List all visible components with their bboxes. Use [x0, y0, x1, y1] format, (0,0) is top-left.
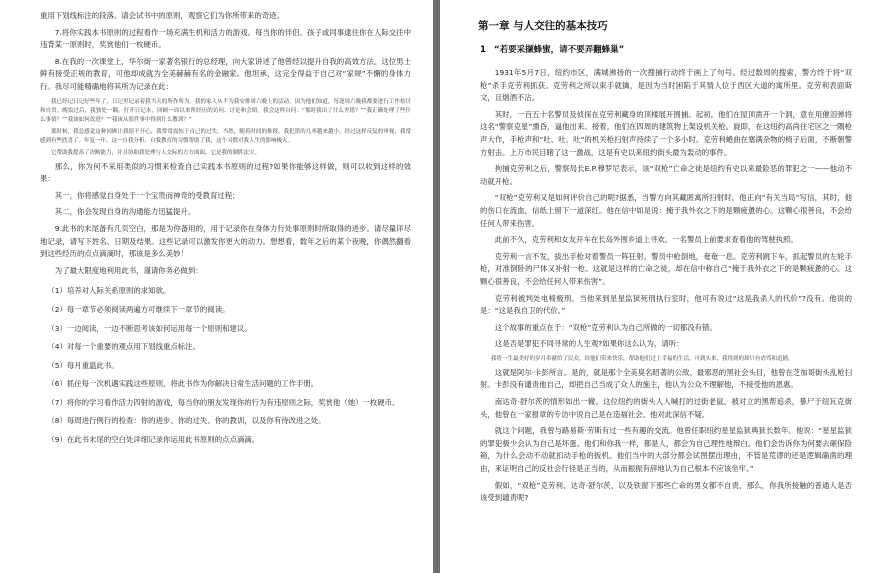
paragraph: 就这个问题，我曾与路易斯·劳斯有过一些有趣的交流。他曾任职纽约星星监狱典狱长数年。他说：“星星监狱的罪犯极少会认为自己是坏蛋。他们和你我一样，都是人，都会为自己理性地辩白。他们会告诉你为何要去砸保险箱，为什么会动不动就扣动手枪的扳机。他们当中的大部分都会试图摆出理由，不管是荒谬的还是逻辑确凿的理由，来证明自己的反社会行径是正当的，从而振振有辞地认为自己根本不应该坐牢。”: [480, 426, 852, 474]
paragraph: 这就是阿尔·卡彭所言。是的，就是那个全美臭名昭著的公敌、最邪恶的黑社会头目，他曾在芝加哥街头乱枪扫射。卡彭没有谴责他自己，却把自己当成了众人的施主，他认为公众不理解他，不接受他的恩惠。: [480, 367, 852, 390]
paragraph: 7.将你实践本书原则的过程看作一场充满生机和活力的游戏。每当你的伴侣、孩子或同事逮住你在人际交往中违背某一原则时，奖赏他们一枚硬币。: [40, 27, 411, 50]
left-document-page: [0, 0, 433, 573]
paragraph: 其一，你将感觉自身处于一个宝贵而神奇的受教育过程；: [54, 190, 240, 200]
section-number: 1: [480, 45, 486, 55]
list-item: （7）将你的学习看作活力四射的游戏，每当你的朋友发现你的行为有违原则之际，奖赏他（她）一枚硬币。: [47, 397, 400, 407]
list-item: （3）一边阅读，一边不断思考该如何运用每一个原则和建议。: [47, 323, 252, 333]
paragraph: 其时，一百五十名警员及侦探在克劳利藏身的顶楼展开围捕。起初，他们在屋顶凿开一个洞，意在用催泪弹将这名“警察克星”熏昏，逼他出来。接着，他们在四周的建筑物上架设机关枪。旋即，在这纽约高尚住宅区之一隅枪声大作，手枪声和“吐、吐、吐”的机关枪扫射声持续了一个多小时。克劳利蜷曲在塞满杂物的椅子后面，不断朝警方射击。上万市民目睹了这一激战，这是有史以来纽约街头最为轰动的事件。: [480, 109, 852, 157]
paragraph: 假如，“双枪”克劳利、达奇·舒尔茨，以及铁窗下那些亡命的男女都不自责，那么，你我所接触的普通人是否该受到谴责呢?: [480, 480, 852, 503]
paragraph: 1931年5月7日，纽约市区，满城沸扬的一次搜捕行动终于画上了句号。经过数周的搜索，警方终于将“双枪”杀手克劳利抓获。克劳利之所以束手就擒，是因为当时困陷于其情人位于西区大道的寓所里。克劳利表面斯文，且烟酒不沾。: [480, 68, 852, 103]
list-item: （5）每月重温此书。: [47, 360, 119, 370]
quoted-paragraph: 那时候，我总感觉这种回顾让我很不开心，我常常震惊于自己的过失。当然，随着时间的推移，我犯错的几率越来越小，经过这样反复的审视，我常感到有些欣喜了。年复一年，这一自我分析、自我教育的习惯帮助了我，这个习惯对我人生的影响极大。: [40, 128, 411, 144]
list-item: （4）对每一个重要的观点用下划线重点标注。: [47, 342, 200, 352]
paragraph: 那么，你为何不采用类似的习惯来检查自己实践本书原则的过程?如果你能够这样做，则可以收到这样的效果：: [40, 161, 411, 184]
quoted-paragraph: 我已经记日记好些年了，日记里记录着我当天的所作所为。我的家人从不为我安排周六晚上的活动，因为他们知道，每逢周六晚我都要进行工作检讨和自省。晚饭过后，我独处一隅，打开日记本，回顾一周以来所经历的访问、讨论和会晤。我会这样自问：“那时我出了什么差错？”“我正确处理了些什么事情？”“我该如何改进？”“我该从那件事中得到什么教训？”: [40, 98, 411, 123]
paragraph: 克劳利被判处电椅极刑。当他来到星星监狱死刑执行室时，他可有说过“这是我杀人的代价”?没有。他说的是：“这是我自卫的代价。”: [480, 293, 852, 316]
paragraph: 这是否是罪犯不同寻常的人生观?如果你这么认为，请听：: [494, 339, 684, 349]
paragraph: 克劳利一言不发，拔出手枪对着警员一阵狂射。警员中枪倒地，奄奄一息。克劳利跳下车，抓起警员的左轮手枪，对准倒卧的尸体又补射一枪。这就是这样的亡命之徒，却在信中称自己“掩于我外衣之下的是颗疲惫的心。这颗心很善良，不会给任何人带来伤害”。: [480, 251, 852, 286]
paragraph: 这个故事的重点在于：“双枪”克劳利认为自己所做的一切都没有错。: [494, 322, 717, 332]
list-item: （2）每一章节必须阅读两遍方可继续下一章节的阅读。: [47, 304, 230, 314]
list-item: （8）每周进行例行的检查：你的进步、你的过失、你的教训，以及你有待改进之处。: [47, 416, 326, 426]
paragraph: 拘捕克劳利之后，警察局长E.P.穆罗尼表示，该“双枪”亡命之徒是纽约有史以来最险恶的罪犯之一——他动不动就开枪。: [480, 164, 852, 186]
chapter-title: 第一章 与人交往的基本技巧: [478, 20, 608, 32]
paragraph: “双枪”克劳利又是如何评价自己的呢?据悉，当警方向其藏匿寓所扫射时，他正向“有关当局”写信，其时，他的伤口在流血，信纸上留下一道深红。他在信中如是说：掩于我外衣之下的是颗疲惫的心。这颗心很善良，不会给任何人带来伤害。: [480, 193, 852, 228]
paragraph: 8.在我的一次课堂上，华尔街一家著名银行的总经理，向大家讲述了他曾经以提升自我的高效方法。这位男士鲜有接受正规的教育，可他却成就为全美赫赫有名的金融家。他坦承，这完全得益于自己对“家规”不懈的身体力行。我尽可能精确地将其所为记录在此：: [40, 56, 411, 91]
list-item: （9）在此书末尾的空白处详细记录你运用此书原则的点点滴滴。: [47, 435, 260, 445]
paragraph: 此前不久，克劳利和女友开车在长岛外围乡道上寻欢。一名警员上前要求查看他的驾驶执照。: [494, 235, 798, 245]
right-document-page: [440, 0, 874, 573]
list-item: （6）抓住每一次机遇实践这些原则，将此书作为你解决日常生活问题的工作手册。: [47, 379, 319, 389]
section-heading: [480, 43, 852, 55]
page-gutter: [433, 0, 440, 573]
paragraph: 为了最大限度地利用此书，谨请你务必做到：: [54, 265, 203, 275]
section-title: “若要采撷蜂蜜，请不要弄翻蜂巢”: [494, 45, 625, 55]
quoted-paragraph: 我将一生最美好的岁月奉献给了民众，给他们带来快乐，帮助他们过上幸福的生活，可到头来，我得到的却只有虐骂和追捕。: [491, 355, 794, 362]
paragraph: 南达奇·舒尔茨的情形如出一辙。这位纽约的街头人人喊打的过街老鼠，被对立的黑帮追杀，暴尸于纽瓦克街头，他曾在一家报章的专访中说自己是在造福社会。他对此深信不疑。: [480, 397, 852, 419]
list-item: （1）培养对人际关系原则的求知欲。: [47, 286, 171, 296]
paragraph: 重用下划线标注的段落。请会试书中的原则，观察它们为你所带来的奇迹。: [40, 11, 284, 20]
quoted-paragraph: 它帮助我提高了决断能力，并且协助我处理与人交际的方方面面，它是我的制胜法宝。: [51, 149, 261, 156]
paragraph: 其二，你会发现自身的沟通能力迅猛提升。: [54, 207, 196, 217]
paragraph: 9.此书的末尾备有几页空白，那是为你备用的，用于记录你在身体力行处事原则时所取得的进步。请尽量详尽地记录，请写下姓名、日期及结果。这些记录可以激发你更大的动力。想想看，数年之后的某个夜晚，你偶然翻看到这些经历的点点滴滴时，那该是多么美妙！: [40, 223, 411, 259]
